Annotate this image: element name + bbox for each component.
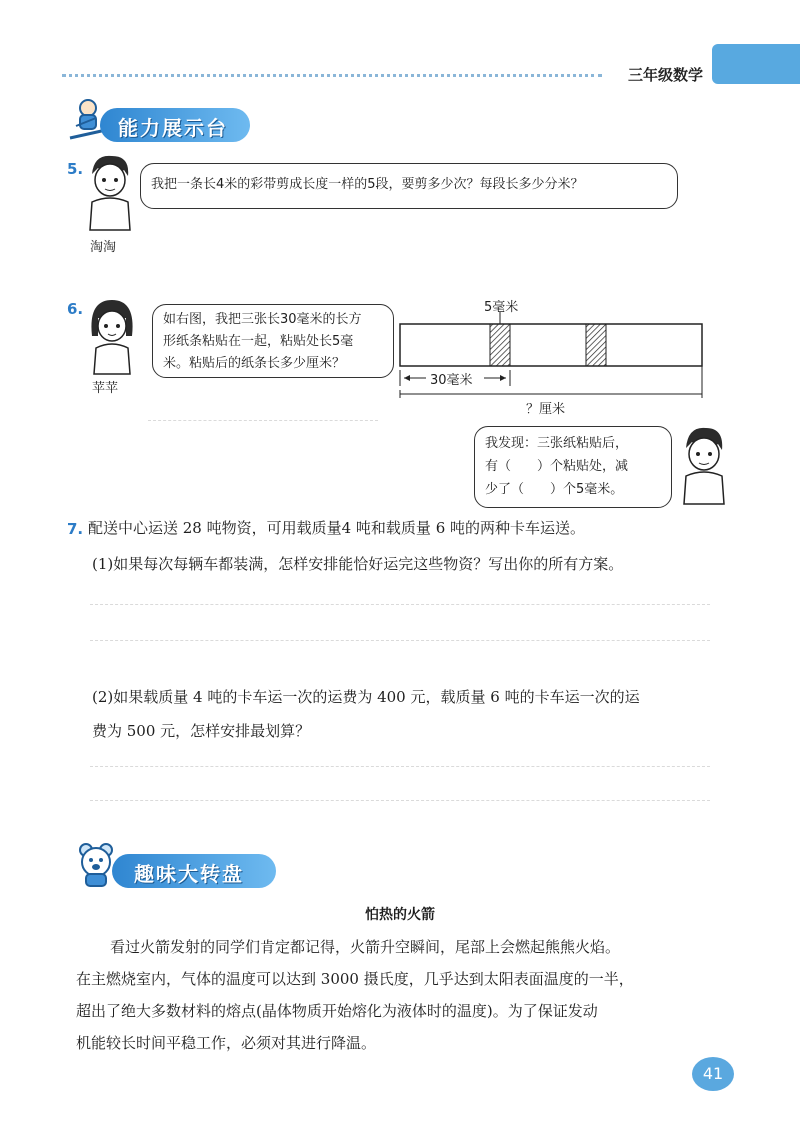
boy-character-icon: [84, 152, 136, 234]
answer-line: [90, 640, 710, 641]
answer-line: [90, 604, 710, 605]
section-title: 能力展示台: [118, 116, 228, 140]
section-banner-ability: [100, 108, 250, 142]
finding-text-line: 我发现：三张纸粘贴后，: [485, 436, 629, 451]
section-title: 趣味大转盘: [134, 862, 244, 886]
question-text: 我把一条长4米的彩带剪成长度一样的5段，要剪多少次？每段长多少分米？: [151, 177, 584, 192]
finding-bubble: [474, 426, 672, 508]
answer-line: [90, 766, 710, 767]
question-text-line: 如右图，我把三张长30毫米的长方: [163, 312, 362, 327]
question-number: 5.: [67, 160, 84, 178]
character-name: 淘淘: [90, 240, 117, 255]
boy-character-icon: [676, 424, 732, 508]
girl-character-icon: [86, 296, 138, 376]
answer-line: [148, 420, 378, 421]
question-part-2-line: (2)如果载质量 4 吨的卡车运一次的运费为 400 元，载质量 6 吨的卡车运一次的运: [92, 688, 640, 706]
grade-label: 三年级数学: [628, 66, 704, 84]
question-number: 7.: [67, 520, 84, 538]
speech-bubble: [152, 304, 394, 378]
reading-title: 怕热的火箭: [365, 907, 435, 923]
reading-paragraph-line: 在主燃烧室内，气体的温度可以达到 3000 摄氏度，几乎达到太阳表面温度的一半，: [76, 970, 634, 988]
reading-paragraph-line: 超出了绝大多数材料的熔点(晶体物质开始熔化为液体时的温度)。为了保证发动: [76, 1002, 598, 1020]
finding-text-line: 少了（ ）个5毫米。: [485, 482, 624, 497]
question-text-line: 形纸条粘贴在一起，粘贴处长5毫: [163, 334, 354, 349]
overlap-label: 5毫米: [484, 300, 519, 315]
header-tab: [712, 44, 800, 84]
total-length-label: ？厘米: [526, 402, 566, 417]
character-name: 苹苹: [92, 381, 119, 396]
answer-line: [90, 800, 710, 801]
question-part-1: (1)如果每次每辆车都装满，怎样安排能恰好运完这些物资？写出你的所有方案。: [92, 555, 624, 573]
question-stem: 配送中心运送 28 吨物资，可用载质量4 吨和载质量 6 吨的两种卡车运送。: [88, 519, 586, 537]
speech-bubble: [140, 163, 678, 209]
reading-paragraph-line: 看过火箭发射的同学们肯定都记得，火箭升空瞬间，尾部上会燃起熊熊火焰。: [110, 938, 621, 956]
page-number: 41: [692, 1057, 734, 1091]
finding-text-line: 有（ ）个粘贴处，减: [485, 459, 629, 474]
question-part-2-line: 费为 500 元，怎样安排最划算？: [92, 722, 311, 740]
question-number: 6.: [67, 300, 84, 318]
strip-length-label: 30毫米: [430, 373, 473, 388]
question-text-line: 米。粘贴后的纸条长多少厘米？: [163, 356, 346, 371]
header-dotted-line: [62, 74, 602, 77]
reading-paragraph-line: 机能较长时间平稳工作，必须对其进行降温。: [76, 1034, 377, 1052]
section-banner-fun: [112, 854, 276, 888]
